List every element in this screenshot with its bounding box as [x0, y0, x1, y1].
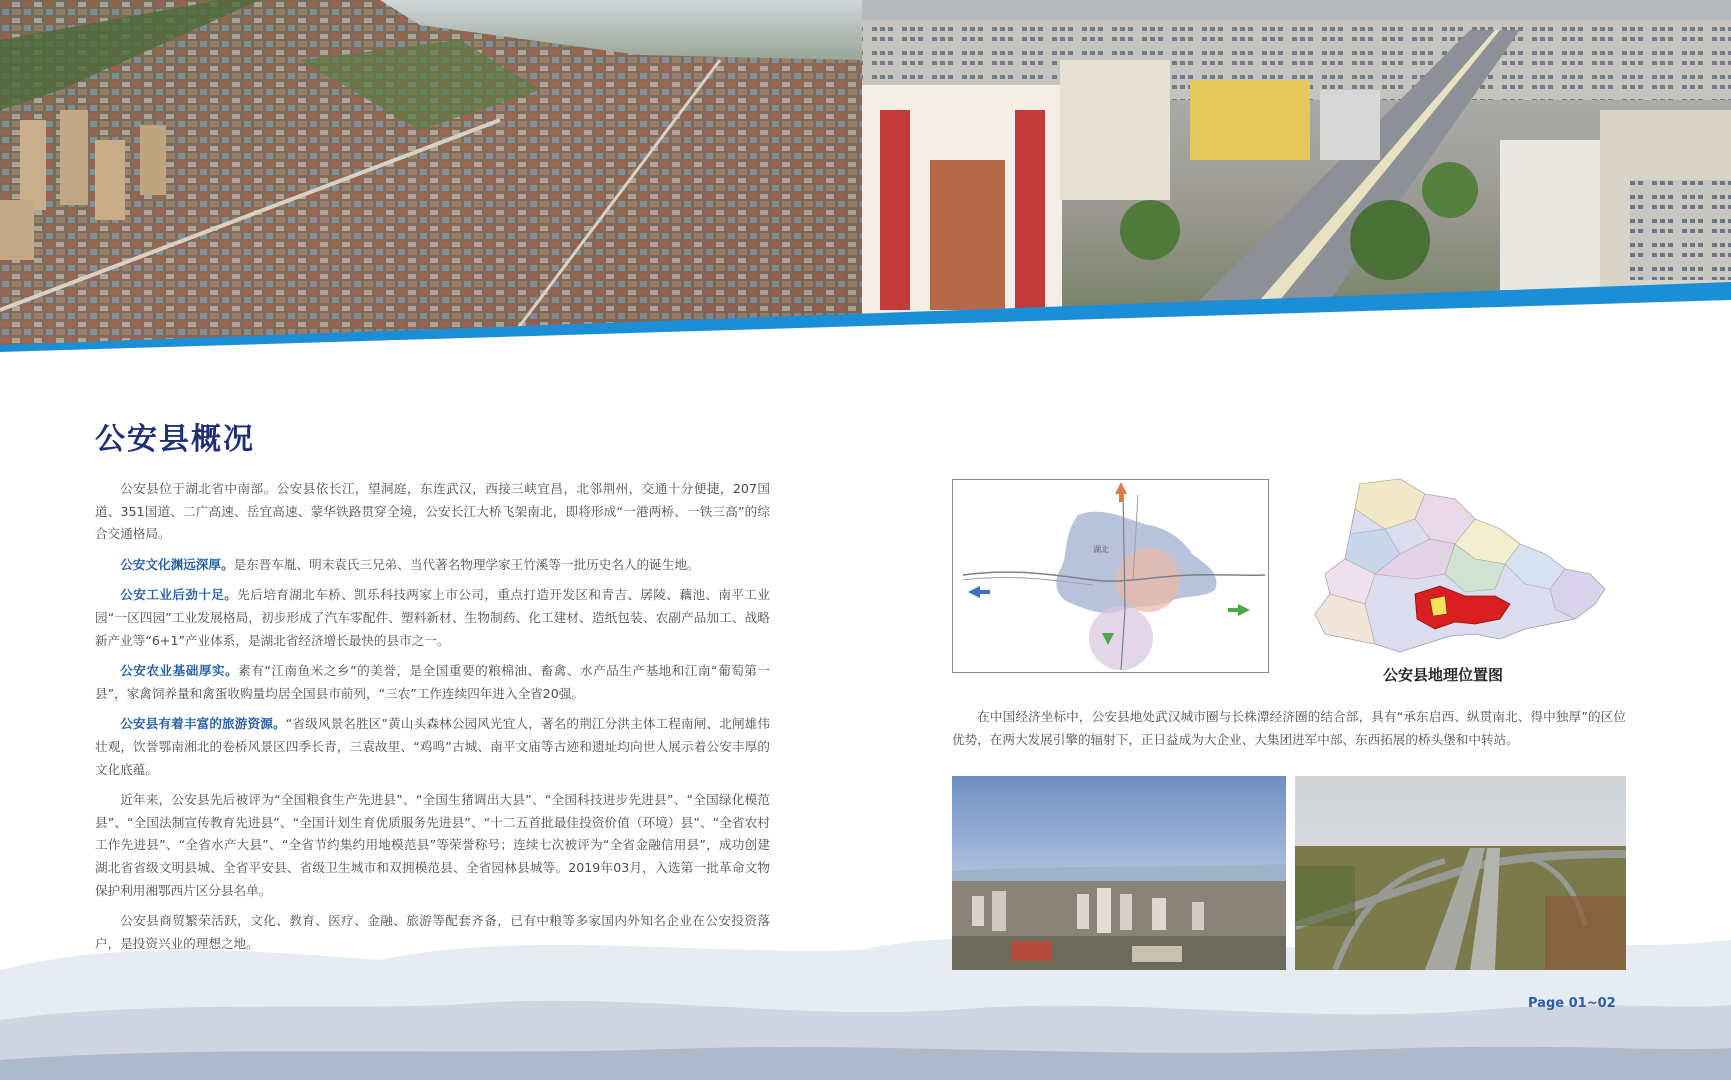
paragraph-agriculture	[95, 660, 770, 705]
highway-interchange-photo	[1295, 776, 1626, 970]
overview-text	[95, 478, 770, 963]
paragraph-investment: 公安县商贸繁荣活跃，文化、教育、医疗、金融、旅游等配套齐备，已有中粮等多家国内外知名企业在公安投资落户，是投资兴业的理想之地。	[95, 913, 770, 951]
paragraph-tourism-body: “省级风景名胜区”黄山头森林公园风光宜人，著名的荆江分洪主体工程南闸、北闸雄伟壮观，饮誉鄂南湘北的卷桥风景区四季长青，三袁故里、“鸡鸣”古城、南平文庙等古迹和遗址均向世人展示着公安丰厚的文化底蕴。	[95, 716, 770, 777]
paragraph-location: 公安县位于湖北省中南部。公安县依长江，望洞庭，东连武汉，西接三峡宜昌，北邻荆州，交通十分便捷，207国道、351国道、二广高速、岳宜高速、蒙华铁路贯穿全境，公安长江大桥飞架南北，即将形成“一港两桥、一铁三高”的综合交通格局。	[95, 481, 770, 542]
paragraph-culture	[95, 554, 770, 577]
paragraph-tourism	[95, 713, 770, 781]
hubei-province-map	[1305, 474, 1625, 664]
map-label-hubei: 湖北	[1093, 545, 1109, 554]
paragraph-industry-body: 先后培育湖北车桥、凯乐科技两家上市公司，重点打造开发区和青吉、孱陵、藕池、南平工业园“一区四园”工业发展格局，初步形成了汽车零配件、塑料新材、生物制药、化工建材、造纸包装、农副产品加工、战略新产业等“6+1”产业体系，是湖北省经济增长最快的县市之一。	[95, 587, 771, 648]
map-caption: 公安县地理位置图	[1383, 666, 1504, 684]
paragraph-culture-heading: 公安文化渊远深厚。	[120, 556, 234, 572]
paragraph-agriculture-body: 素有“江南鱼米之乡”的美誉，是全国重要的粮棉油、畜禽、水产品生产基地和江南“葡萄第一县”，家禽饲养量和禽蛋收购量均居全国县市前列，“三农”工作连续四年进入全省20强。	[95, 663, 771, 701]
paragraph-agriculture-heading: 公安农业基础厚实。	[120, 663, 239, 679]
paragraph-industry-heading: 公安工业后劲十足。	[120, 587, 238, 603]
paragraph-economic-position: 在中国经济坐标中，公安县地处武汉城市圈与长株潭经济圈的结合部，具有“承东启西、纵贯南北、得中独厚”的区位优势，在两大发展引擎的辐射下，正日益成为大企业、大集团进军中部、东西拓展的桥头堡和中转站。	[952, 709, 1626, 747]
city-aerial-photo	[952, 776, 1286, 970]
regional-location-map	[952, 479, 1269, 673]
page-title: 公安县概况	[95, 422, 255, 457]
economic-location-text	[952, 706, 1626, 751]
paragraph-honors: 近年来，公安县先后被评为“全国粮食生产先进县”、“全国生猪调出大县”、“全国科技进步先进县”、“全国绿化模范县”、“全国法制宣传教育先进县”、“全国计划生育优质服务先进县”、“十二五首批最佳投资价值（环境）县”、“全省农村工作先进县”、“全省水产大县”、“全省节约集约用地模范县”等荣誉称号；连续七次被评为“全省金融信用县”，成功创建湖北省省级文明县城、全省平安县、省级卫生城市和双拥模范县、全省园林县城等。2019年03月，入选第一批革命文物保护利用湘鄂西片区分县名单。	[95, 792, 770, 898]
paragraph-culture-body: 是东晋车胤、明末袁氏三兄弟、当代著名物理学家王竹溪等一批历史名人的诞生地。	[233, 556, 700, 572]
page-number: Page 01~02	[1528, 996, 1616, 1011]
top-photo-banner	[0, 0, 1731, 352]
paragraph-industry	[95, 584, 770, 652]
paragraph-tourism-heading: 公安县有着丰富的旅游资源。	[120, 716, 286, 732]
